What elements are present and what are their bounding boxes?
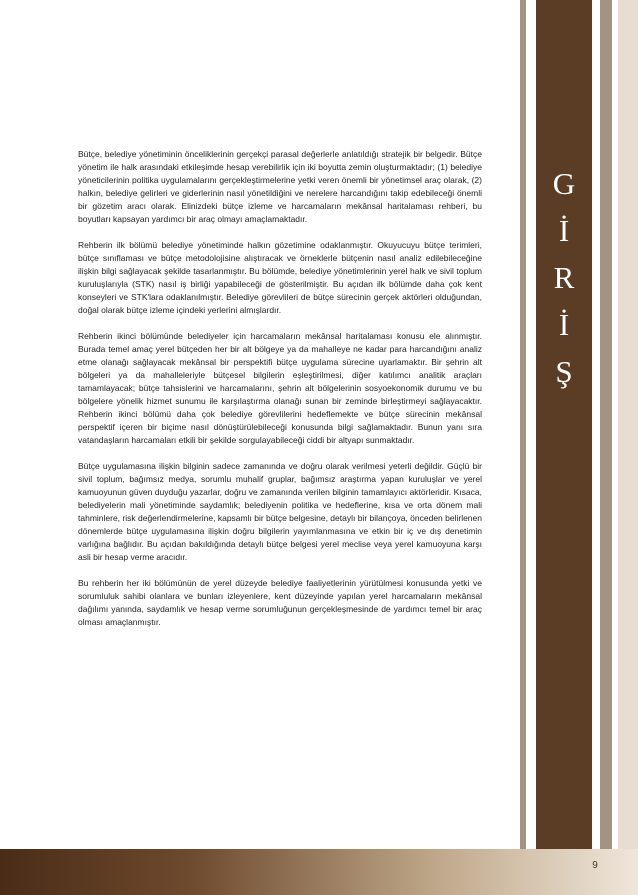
chapter-title-letter: İ	[558, 213, 570, 248]
paragraph: Rehberin ilk bölümü belediye yönetiminde halkın gözetimine odaklanmıştır. Okuyucuyu bütçe terimleri, bütçe sınıflaması ve bütçe metodolojisine alıştıracak ve örneklerle bütçenin nasıl analiz edilebileceğine ilişkin bilgi sağlayacak şekilde tasarlanmıştır. Bu bölümde, belediye yönetimlerinin yerel halk ve sivil toplum kuruluşlarıyla (STK) nasıl iş birliği yapabileceği de gösterilmiştir. Bu açıdan ilk bölümde daha çok kent konseyleri ve STK'lara odaklanılmıştır. Belediye görevlileri de bütçe sürecinin gerçek aktörleri olduğundan, doğal olarak bütçe izleme içindeki yerlerini almışlardır.	[78, 240, 482, 315]
chapter-title	[547, 168, 581, 403]
decorative-stripe	[592, 0, 600, 895]
decorative-stripe	[600, 0, 612, 895]
paragraph: Bu rehberin her iki bölümünün de yerel düzeyde belediye faaliyetlerinin yürütülmesi konusunda yetki ve sorumluluk sahibi olanlara ve bunları izleyenlere, kent düzeyinde yapılan yerel harcamaların mekânsal dağılımı yanında, saydamlık ve hesap verme sorumluğunun gerçekleşmesinde de yardımcı temel bir araç olması amaçlanmıştır.	[78, 578, 482, 627]
chapter-title-letter: İ	[558, 307, 570, 342]
body-text	[78, 148, 482, 642]
chapter-title-letter: R	[553, 260, 575, 295]
footer-band	[0, 849, 638, 895]
chapter-band	[536, 0, 592, 895]
decorative-stripe	[618, 0, 638, 895]
page-number: 9	[592, 860, 598, 871]
paragraph: Rehberin ikinci bölümünde belediyeler için harcamaların mekânsal haritalaması konusu ele alınmıştır. Burada temel amaç yerel bütçeden her bir alt bölgeye ya da mahalleye ne kadar para harcandığını analiz etme olanağı sağlayacak mekânsal bir perspektifi bütçe uygulama sürecine uyarlamaktır. Bir şehrin alt bölgeleri ya da mahalleleriyle bütçesel bilgilerin eşleştirilmesi, diğer katılımcı analitik araçları tamamlayacak; bütçe tahsislerini ve harcamalarını, şehrin alt bölgelerinin sosyoekonomik durumu ve bu bölgelere yönelik hizmet sunumu ile karşılaştırma olanağı sunan bir zeminde birleştirmeyi sağlayacaktır. Rehberin ikinci bölümü daha çok belediye görevlilerini hedeflemekte ve bütçe sürecinin mekânsal perspektif içeren bir biçime nasıl dönüştürülebileceği konusunda bilgi sağlamaktadır. Bunun yanı sıra vatandaşların harcamaları etkili bir şekilde sorgulayabileceği ciddi bir altyapı sunmaktadır.	[78, 331, 482, 445]
chapter-title-letter: G	[552, 166, 576, 201]
paragraph: Bütçe, belediye yönetiminin önceliklerinin gerçekçi parasal değerlerle anlatıldığı stratejik bir belgedir. Bütçe yönetim ile halk arasındaki etkileşimde hesap verebilirlik için iki boyutta zemin oluşturmaktadır; (1) belediye yöneticilerinin politika uygulamalarını gerçekleştirmelerine yetki veren önemli bir yönetimsel araç olarak, (2) halkın, belediye gelirleri ve giderlerinin nasıl yönetildiğini ve nerelere harcandığını takip edebileceği önemli bir gözetim aracı olarak. Elinizdeki bütçe izleme ve harcamaların mekânsal haritalaması rehberi, bu boyutları kapsayan yardımcı bir araç olmayı amaçlamaktadır.	[78, 149, 482, 224]
chapter-title-letter: Ş	[555, 354, 573, 389]
decorative-stripe	[526, 0, 536, 895]
paragraph: Bütçe uygulamasına ilişkin bilginin sadece zamanında ve doğru olarak verilmesi yeterli değildir. Güçlü bir sivil toplum, bağımsız medya, sorumlu muhalif gruplar, bağımsız araştırma yapan kuruluşlar ve yerel kamuoyunun güven duyduğu yazarlar, doğru ve zamanında verilen bilginin tamamlayıcı aktörleridir. Kısaca, belediyelerin mali yönetiminde saydamlık; belediyenin politika ve hedeflerine, kısa ve orta dönem mali tahminlere, risk değerlendirmelerine, kapsamlı bir bütçe belgesine, detaylı bir bilançoya, önceden belirlenen dönemlerde bütçe uygulamasına ilişkin doğru bilgilerin yayımlanmasına ve etkin bir iç ve dış denetimin varlığına bağlıdır. Bu açıdan bakıldığında detaylı bütçe belgesi yerel meclise veya yerel kamuoyuna karşı asli bir hesap verme aracıdır.	[78, 461, 482, 562]
